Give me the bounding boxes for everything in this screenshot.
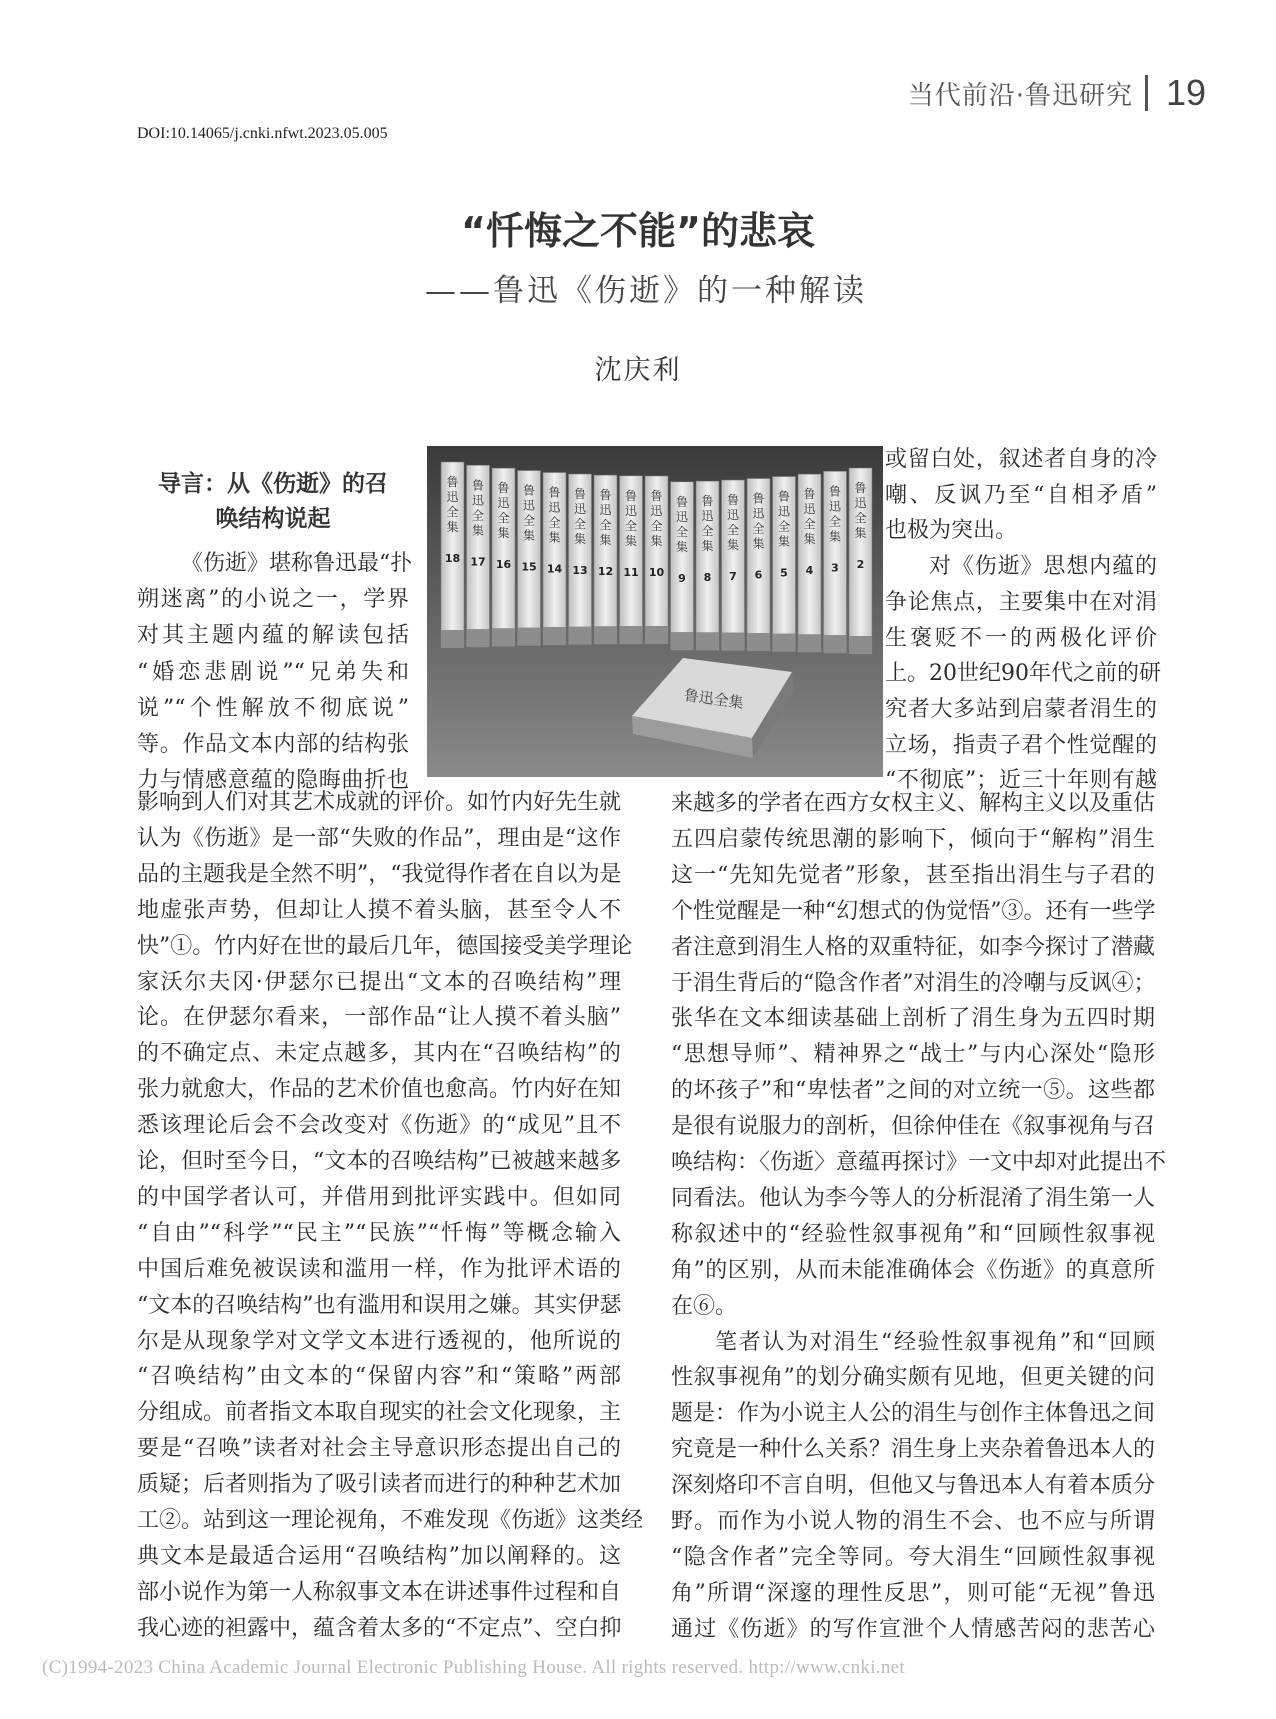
text-line: 者注意到涓生人格的双重特征，如李今探讨了潜藏 xyxy=(671,934,1156,960)
spine-title-char: 鲁 xyxy=(446,475,459,489)
spine-title-char: 迅 xyxy=(573,502,587,517)
spine-title-char: 全 xyxy=(726,523,740,538)
spine-title-char: 迅 xyxy=(854,496,867,510)
volume-number: 4 xyxy=(805,564,814,578)
spine-title-char: 集 xyxy=(701,539,714,554)
spine-title-char: 全 xyxy=(675,524,689,539)
spine-band xyxy=(518,628,541,646)
spine-band xyxy=(722,633,745,651)
spine-band xyxy=(849,636,872,654)
spine-title-char: 鲁 xyxy=(471,478,485,493)
front-cover-title: 鲁迅全集 xyxy=(682,685,745,713)
spine-title-char: 鲁 xyxy=(777,489,791,504)
spine-title-char: 集 xyxy=(573,532,587,547)
spine-title-char: 迅 xyxy=(497,496,510,511)
copyright-footer: (C)1994-2023 China Academic Journal Electronic Publishing House. All rights reserved. http://www.cnki.net xyxy=(42,1657,905,1678)
doi-line: DOI:10.14065/j.cnki.nfwt.2023.05.005 xyxy=(137,125,388,142)
text-line: 力与情感意蕴的隐晦曲折也 xyxy=(137,768,409,794)
spine-title-char: 集 xyxy=(446,520,459,534)
text-line: 部小说作为第一人称叙事文本在讲述事件过程和自 xyxy=(137,1579,622,1605)
text-line: 的中国学者认可，并借用到批评实践中。但如同 xyxy=(137,1184,621,1210)
text-line: “隐含作者”完全等同。夸大涓生“回顾性叙事视 xyxy=(671,1544,1155,1570)
spine-title-char: 鲁 xyxy=(854,481,867,495)
spine-title-char: 全 xyxy=(573,517,587,532)
page-number: 19 xyxy=(1165,72,1206,113)
spine-title-char: 集 xyxy=(854,526,867,540)
text-line: 品的主题我是全然不明”，“我觉得作者在自以为是 xyxy=(137,861,622,887)
spine-band xyxy=(696,632,719,650)
text-line: 究竟是一种什么关系？涓生身上夹杂着鲁迅本人的 xyxy=(671,1437,1156,1463)
section-heading-line: 导言：从《伤逝》的召 xyxy=(158,471,388,497)
text-line: 来越多的学者在西方女权主义、解构主义以及重估 xyxy=(671,791,1156,816)
spine-band xyxy=(645,626,668,644)
spine-title-char: 鲁 xyxy=(828,484,842,499)
text-line: 张力就愈大，作品的艺术价值也愈高。竹内好在知 xyxy=(137,1077,622,1103)
spine-title-char: 迅 xyxy=(624,503,638,518)
spine-title-char: 集 xyxy=(675,539,689,554)
text-line: 也极为突出。 xyxy=(885,518,1018,544)
spine-title-char: 迅 xyxy=(650,504,663,518)
text-line: 这一“先知先觉者”形象，甚至指出涓生与子君的 xyxy=(671,862,1155,888)
volume-number: 15 xyxy=(521,560,537,574)
text-line: 角”的区别，从而未能准确体会《伤逝》的真意所 xyxy=(671,1257,1155,1283)
spine-title-char: 全 xyxy=(497,511,510,526)
text-line: 中国后难免被误读和滥用一样，作为批评术语的 xyxy=(137,1256,621,1282)
spine-title-char: 鲁 xyxy=(675,494,689,509)
text-line: 《伤逝》堪称鲁迅最“扑 xyxy=(181,551,413,576)
spine-title-char: 全 xyxy=(599,518,612,533)
spine-title-char: 全 xyxy=(752,521,765,536)
volume-number: 12 xyxy=(597,565,614,579)
spine-title-char: 集 xyxy=(803,532,816,547)
spine-title-char: 集 xyxy=(752,536,765,551)
spine-title-char: 迅 xyxy=(675,509,689,524)
text-line: 立场，指责子君个性觉醒的 xyxy=(885,732,1157,758)
journal-section-title: 当代前沿·鲁迅研究 xyxy=(907,80,1133,111)
author-name: 沈庆利 xyxy=(594,355,682,386)
spine-title-char: 鲁 xyxy=(803,487,816,502)
text-line: 究者大多站到启蒙者涓生的 xyxy=(885,696,1157,722)
spine-title-char: 全 xyxy=(446,505,459,519)
text-line: 是很有说服力的剖析，但徐仲佳在《叙事视角与召 xyxy=(671,1114,1156,1140)
volume-number: 10 xyxy=(648,566,665,579)
spine-title-char: 集 xyxy=(777,534,791,549)
spine-title-char: 集 xyxy=(522,528,536,543)
spine-band xyxy=(569,627,592,645)
spine-title-char: 迅 xyxy=(803,502,816,517)
running-header xyxy=(908,72,1206,114)
volume-number: 16 xyxy=(495,558,512,572)
text-line: 我心迹的袒露中，蕴含着太多的“不定点”、空白抑 xyxy=(137,1615,622,1641)
text-line: 工②。站到这一理论视角，不难发现《伤逝》这类经 xyxy=(137,1508,644,1533)
volume-number: 18 xyxy=(444,552,461,565)
spine-title-char: 迅 xyxy=(701,509,714,524)
text-line: “召唤结构”由文本的“保留内容”和“策略”两部 xyxy=(137,1364,621,1390)
text-line: 张华在文本细读基础上剖析了涓生身为五四时期 xyxy=(671,1006,1155,1032)
text-line: 争论焦点，主要集中在对涓 xyxy=(885,589,1157,615)
text-line: 性叙事视角”的划分确实颇有见地，但更关键的问 xyxy=(671,1365,1155,1391)
book-spines xyxy=(441,462,872,654)
text-line: 五四启蒙传统思潮的影响下，倾向于“解构”涓生 xyxy=(671,826,1155,852)
spine-title-char: 鲁 xyxy=(548,485,561,500)
spine-band xyxy=(467,629,490,647)
text-line: 嘲、反讽乃至“自相矛盾” xyxy=(885,482,1157,508)
volume-number: 11 xyxy=(623,565,639,579)
text-line: 论。在伊瑟尔看来，一部作品“让人摸不着头脑” xyxy=(137,1005,621,1031)
spine-title-char: 全 xyxy=(701,524,714,539)
text-line: 于涓生背后的“隐含作者”对涓生的冷嘲与反讽④； xyxy=(671,970,1156,996)
text-line: “思想导师”、精神界之“战士”与内心深处“隐形 xyxy=(671,1042,1155,1068)
spine-title-char: 鲁 xyxy=(752,491,765,506)
spine-title-char: 全 xyxy=(650,519,663,533)
spine-title-char: 全 xyxy=(471,508,485,523)
volume-number: 13 xyxy=(572,564,588,578)
header-divider xyxy=(1145,75,1148,111)
text-line: “文本的召唤结构”也有滥用和误用之嫌。其实伊瑟 xyxy=(137,1292,622,1318)
spine-title-char: 集 xyxy=(650,534,663,548)
text-line: 对《伤逝》思想内蕴的 xyxy=(929,554,1157,580)
volume-number: 6 xyxy=(754,568,763,582)
text-line: 影响到人们对其艺术成就的评价。如竹内好先生就 xyxy=(137,790,622,815)
spine-title-char: 迅 xyxy=(471,493,485,508)
spine-band xyxy=(798,634,821,652)
text-line: 说”“个性解放不彻底说” xyxy=(137,695,409,721)
spine-title-char: 集 xyxy=(599,533,612,548)
text-line: 野。而作为小说人物的涓生不会、也不应与所谓 xyxy=(671,1509,1155,1534)
spine-band xyxy=(671,632,694,650)
section-heading-line: 唤结构说起 xyxy=(215,506,331,532)
spine-title-char: 全 xyxy=(854,511,867,525)
text-line: 家沃尔夫冈·伊瑟尔已提出“文本的召唤结构”理 xyxy=(137,969,621,995)
spine-title-char: 迅 xyxy=(726,508,740,523)
spine-title-char: 全 xyxy=(548,515,561,530)
text-line: 深刻烙印不言自明，但他又与鲁迅本人有着本质分 xyxy=(671,1473,1156,1499)
text-line: 上。20世纪90年代之前的研 xyxy=(885,661,1161,687)
spine-title-char: 迅 xyxy=(548,500,561,515)
text-line: “婚恋悲剧说”“兄弟失和 xyxy=(137,659,409,685)
spine-title-char: 集 xyxy=(497,526,510,541)
article-subtitle: ——鲁迅《伤逝》的一种解读 xyxy=(425,273,867,309)
volume-number: 5 xyxy=(780,566,788,580)
spine-band xyxy=(441,630,464,648)
spine-title-char: 迅 xyxy=(752,506,765,521)
text-line: 认为《伤逝》是一部“失败的作品”，理由是“这作 xyxy=(137,825,621,851)
spine-band xyxy=(824,635,847,653)
text-line: 的坏孩子”和“卑怯者”之间的对立统一⑤。这些都 xyxy=(671,1078,1155,1104)
spine-title-char: 迅 xyxy=(599,503,612,518)
text-line: 或留白处，叙述者自身的冷 xyxy=(885,447,1157,472)
spine-title-char: 集 xyxy=(828,529,842,544)
text-line: 唤结构：〈伤逝〉意蕴再探讨》一文中却对此提出不 xyxy=(671,1150,1167,1175)
spine-title-char: 迅 xyxy=(522,498,536,513)
spine-title-char: 鲁 xyxy=(599,488,612,503)
spine-title-char: 鲁 xyxy=(522,483,536,498)
text-line: 分组成。前者指文本取自现实的社会文化现象，主 xyxy=(137,1400,622,1426)
spine-title-char: 全 xyxy=(777,519,791,534)
spine-band xyxy=(620,626,643,644)
spine-title-char: 集 xyxy=(548,530,561,545)
book-set-photo xyxy=(427,446,883,777)
spine-title-char: 鲁 xyxy=(497,481,510,496)
spine-title-char: 集 xyxy=(726,538,740,553)
text-line: 论，但时至今日，“文本的召唤结构”已被越来越多 xyxy=(137,1149,622,1174)
section-heading xyxy=(137,467,409,537)
spine-title-char: 鲁 xyxy=(573,487,587,502)
spine-title-char: 鲁 xyxy=(624,488,638,503)
spine-title-char: 集 xyxy=(471,523,485,538)
spine-title-char: 鲁 xyxy=(650,489,663,503)
text-line: 题是：作为小说主人公的涓生与创作主体鲁迅之间 xyxy=(671,1401,1156,1427)
volume-number: 7 xyxy=(729,570,737,584)
volume-number: 3 xyxy=(831,561,839,575)
volume-number: 17 xyxy=(470,555,486,569)
spine-title-char: 集 xyxy=(624,533,638,548)
spine-title-char: 迅 xyxy=(777,504,791,519)
text-line: 个性觉醒是一种“幻想式的伪觉悟”③。还有一些学 xyxy=(671,898,1156,924)
volume-number: 14 xyxy=(546,562,563,576)
text-line: 通过《伤逝》的写作宣泄个人情感苦闷的悲苦心 xyxy=(671,1616,1155,1642)
spine-band xyxy=(492,628,515,646)
text-line: 角”所谓“深邃的理性反思”，则可能“无视”鲁迅 xyxy=(671,1580,1155,1606)
text-line: 地虚张声势，但却让人摸不着头脑，甚至令人不 xyxy=(137,897,621,923)
text-line: 质疑；后者则指为了吸引读者而进行的种种艺术加 xyxy=(137,1472,622,1498)
spine-title-char: 迅 xyxy=(828,499,842,514)
text-line: 悉该理论后会不会改变对《伤逝》的“成见”且不 xyxy=(137,1113,621,1139)
text-line: 笔者认为对涓生“经验性叙事视角”和“回顾 xyxy=(715,1329,1155,1355)
text-line: 对其主题内蕴的解读包括 xyxy=(137,623,409,649)
spine-title-char: 全 xyxy=(828,514,842,529)
text-line: 生褒贬不一的两极化评价 xyxy=(885,625,1157,651)
text-line: 称叙述中的“经验性叙事视角”和“回顾性叙事视 xyxy=(671,1221,1155,1247)
article-title: “忏悔之不能”的悲哀 xyxy=(461,209,815,253)
spine-title-char: 鲁 xyxy=(726,493,740,508)
spine-band xyxy=(594,626,617,644)
spine-band xyxy=(773,634,796,652)
text-line: “自由”“科学”“民主”“民族”“忏悔”等概念输入 xyxy=(137,1220,621,1246)
spine-title-char: 全 xyxy=(624,518,638,533)
text-line: 快”①。竹内好在世的最后几年，德国接受美学理论 xyxy=(137,933,633,959)
text-line: 典文本是最适合运用“召唤结构”加以阐释的。这 xyxy=(137,1543,621,1569)
text-line: 朔迷离”的小说之一，学界 xyxy=(137,587,409,613)
volume-number: 2 xyxy=(856,558,865,571)
spine-band xyxy=(747,633,770,651)
spine-title-char: 迅 xyxy=(446,490,459,504)
text-line: 同看法。他认为李今等人的分析混淆了涓生第一人 xyxy=(671,1185,1156,1211)
spine-band xyxy=(543,627,566,645)
text-line: 要是“召唤”读者对社会主导意识形态提出自己的 xyxy=(137,1436,621,1462)
text-line: 尔是从现象学对文学文本进行透视的，他所说的 xyxy=(137,1328,621,1354)
spine-title-char: 全 xyxy=(522,513,536,528)
spine-title-char: 鲁 xyxy=(701,494,714,509)
text-line: 的不确定点、未定点越多，其内在“召唤结构”的 xyxy=(137,1041,621,1067)
volume-number: 8 xyxy=(703,571,712,585)
spine-title-char: 全 xyxy=(803,517,816,532)
volume-number: 9 xyxy=(678,571,686,585)
text-line: 在⑥。 xyxy=(671,1293,738,1319)
text-line: 等。作品文本内部的结构张 xyxy=(137,732,409,757)
text-line: “不彻底”；近三十年则有越 xyxy=(885,768,1157,794)
